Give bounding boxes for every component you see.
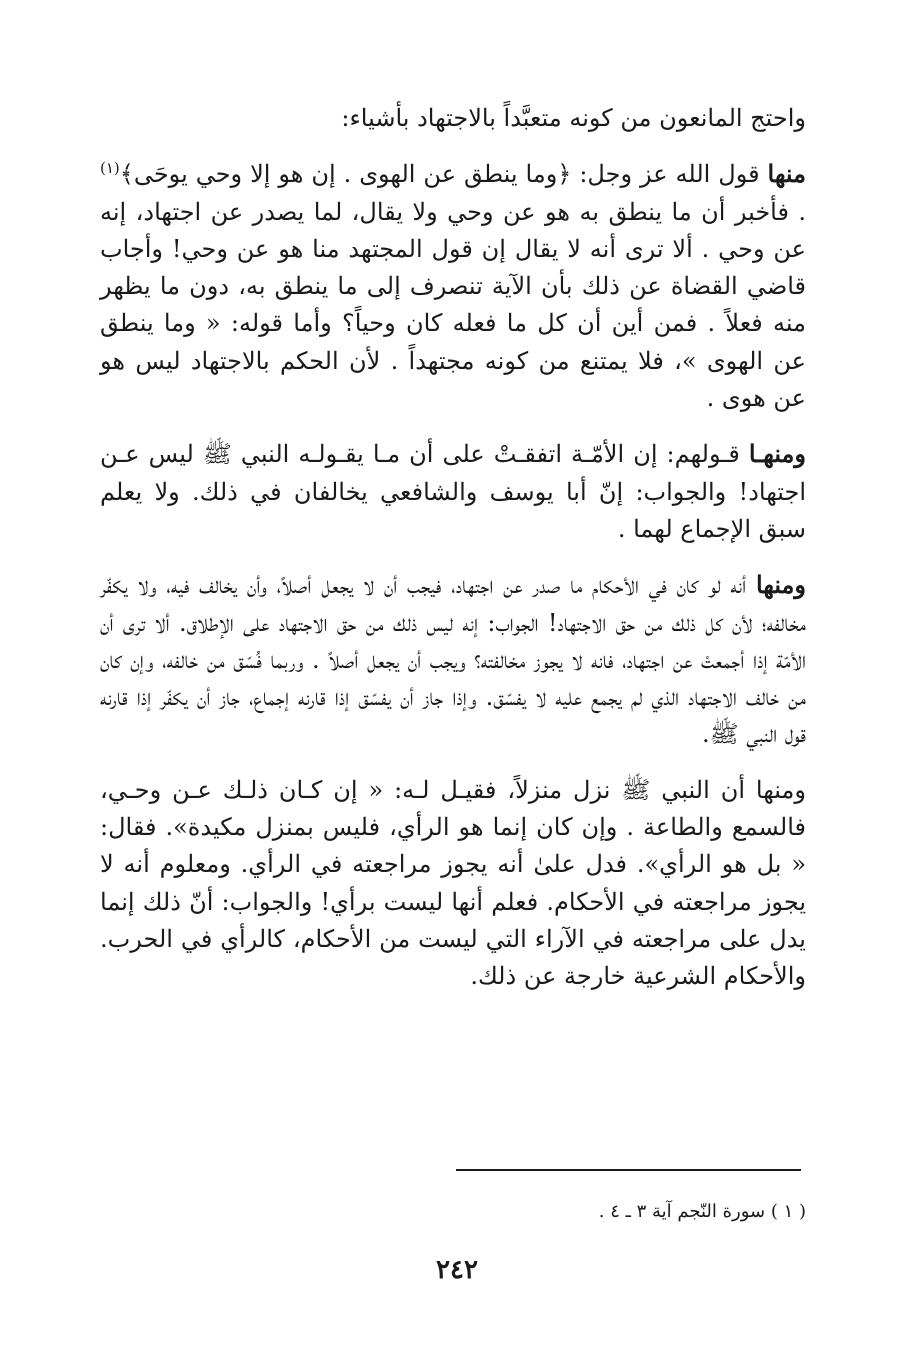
paragraph-4: ومنها أن النبي ﷺ نزل منزلاً، فقيـل لـه: « إن كـان ذلـك عـن وحـي، فالسمع والطاعة . وإن كان إنما هو الرأي، فليس بمنزل مكيدة». فقال: « بل هو الرأي». فدل علىٰ أنه يجوز مراجعته في الرأي. ومعلوم أنه لا يجوز مراجعته في الأحكام. فعلم أنها ليست برأي! والجواب: أنّ ذلك إنما يدل على مراجعته في الآراء التي ليست من الأحكام، كالرأي في الحرب. والأحكام الشرعية خارجة عن ذلك. — [100, 775, 806, 991]
page-number: ٢٤٢ — [436, 1255, 478, 1285]
footnote: ( ١ ) سورة النّجم آية ٣ ـ ٤ . — [598, 1201, 806, 1222]
paragraph-3-text: أنه لو كان في الأحكام ما صدر عن اجتهاد، فيجب أن لا يجعل أصلاً، وأن يخالف فيه، ولا يكفّر مخالفه؛ لأن كل ذلك من حق الاجتهاد! الجواب: إنه ليس ذلك من حق الاجتهاد على الإطلاق. ألا ترى أن الأمّة إذا أجمعتْ عن اجتهاد، فانه لا يجوز مخالفته؟ ويجب أن يجعل أصلاً . وربما فُسّق من خالفه، وإن كان من خالف الاجتهاد الذي لم يجمع عليه لا يفسّق. وإذا جاز أن يفسّق إذا قارنه إجماع، جاز أن يكفّر إذا قارنه قول النبي ﷺ. — [100, 571, 807, 749]
page-body — [100, 100, 806, 996]
footnote-divider — [456, 1169, 801, 1171]
paragraph-1-text: . فأخبر أن ما ينطق به هو عن وحي ولا يقال، لما يصدر عن اجتهاد، إنه عن وحي . ألا ترى أنه لا يقال إن قول المجتهد منا هو عن وحي! وأجاب قاضي القضاة عن ذلك بأن الآية تنصرف إلى ما ينطق به، دون ما يظهر منه فعلاً . فمن أين أن كل ما فعله كان وحياً؟ وأما قوله: « وما ينطق عن الهوى »، فلا يمتنع من كونه مجتهداً . لأن الحكم بالاجتهاد ليس هو عن هوى . — [100, 197, 807, 413]
paragraph-2-text: قـولهم: إن الأمّـة اتفقـتْ على أن مـا يقـولـه النبي ﷺ ليس عـن اجتهاد! والجواب: إنّ أبا يوسف والشافعي يخالفان في ذلك. ولا يعلم سبق الإجماع لهما . — [100, 440, 806, 543]
paragraph-1-keyword: منها — [767, 159, 807, 189]
paragraph-3-keyword: ومنها — [755, 570, 806, 600]
quran-quote: ﴿وما ينطق عن الهوى . إن هو إلا وحي يوحَى﴾ — [119, 160, 572, 189]
paragraph-2 — [100, 435, 806, 548]
quote-lead: قول الله عز وجل: — [571, 160, 768, 189]
footnote-reference: (١) — [100, 159, 120, 178]
paragraph-2-keyword: ومنهـا — [748, 439, 806, 469]
paragraph-3 — [100, 566, 806, 753]
paragraph-1 — [100, 155, 806, 417]
intro-line: واحتج المانعون من كونه متعبَّداً بالاجتهاد بأشياء: — [341, 104, 806, 132]
